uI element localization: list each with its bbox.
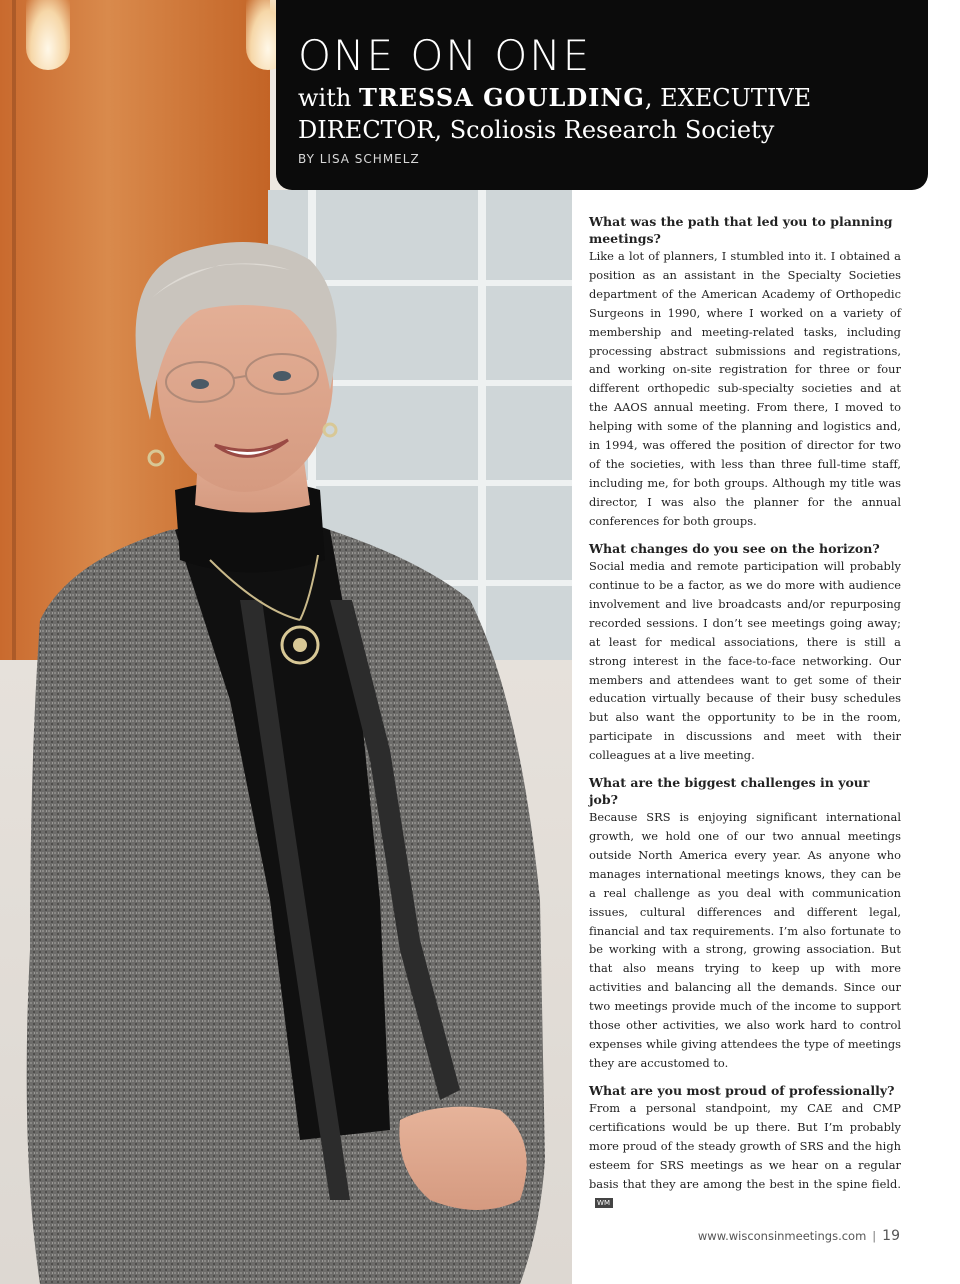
article-body	[589, 214, 901, 1223]
question: What are the biggest challenges in your job?	[589, 775, 870, 807]
question: What changes do you see on the horizon?	[589, 540, 880, 556]
qa-section	[589, 775, 901, 1073]
qa-section	[589, 1083, 901, 1213]
qa-section	[589, 541, 901, 765]
footer-url[interactable]: www.wisconsinmeetings.com	[697, 1229, 867, 1243]
byline: BY LISA SCHMELZ	[298, 152, 420, 166]
headline-line-2: DIRECTOR, Scoliosis Research Society	[298, 116, 775, 144]
section-kicker: ONE ON ONE	[298, 31, 592, 80]
headline-with: with	[298, 84, 359, 112]
answer	[589, 1099, 901, 1212]
article-header	[276, 0, 928, 190]
qa-section	[589, 214, 901, 531]
answer: Because SRS is enjoying significant international growth, we hold one of our two annual meetings outside North America every year. As anyone who manages international meetings knows, they can be a real challenge as you deal with communication issues, cultural differences and different legal, financial and tax requirements. I’m also fortunate to be working with a strong, growing association. But that also means trying to keep up with more activities and balancing all the demands. Since our two meetings provide much of the income to support those other activities, we also work hard to control expenses while giving attendees the type of meetings they are accustomed to.	[589, 810, 901, 1070]
page-number: 19	[882, 1228, 900, 1244]
answer: Like a lot of planners, I stumbled into it. I obtained a position as an assistant in the Specialty Societies department of the American Academy of Orthopedic Surgeons in 1990, where I worked on a variety of membership and meeting-related tasks, including processing abstract submissions and registrations, and working on-site registration for three or four different orthopedic sub-specialty societies and at the AAOS annual meeting. From there, I moved to helping with some of the planning and logistics and, in 1994, was offered the position of director for two of the societies, with less than three full-time staff, including me, for both groups. Although my title was director, I was also the planner for the annual conferences for both groups.	[589, 249, 901, 528]
interviewee-name: TRESSA GOULDING	[358, 83, 645, 112]
headline-title-part: , EXECUTIVE	[644, 84, 812, 112]
question: What was the path that led you to planning meetings?	[589, 214, 893, 246]
end-of-article-mark: WM	[595, 1198, 613, 1208]
page-footer	[698, 1228, 900, 1244]
answer: Social media and remote participation will probably continue to be a factor, as we do more with audience involvement and live broadcasts and/or repurposing recorded sessions. I don’t see meetings going away; at least for medical associations, there is still a strong interest in the face-to-face networking. Our members and attendees want to get some of their education virtually because of their busy schedules but also want the opportunity to be in the room, participate in discussions and meet with their colleagues at a live meeting.	[589, 559, 901, 763]
headline-line-1	[298, 82, 811, 114]
question: What are you most proud of professionally?	[589, 1082, 895, 1098]
footer-separator: |	[872, 1229, 877, 1243]
answer-text: From a personal standpoint, my CAE and CMP certifications would be up there. But I’m probably more proud of the steady growth of SRS and the high esteem for SRS meetings as we hear on a regular basis that they are among the best in the spine field.	[589, 1101, 901, 1191]
